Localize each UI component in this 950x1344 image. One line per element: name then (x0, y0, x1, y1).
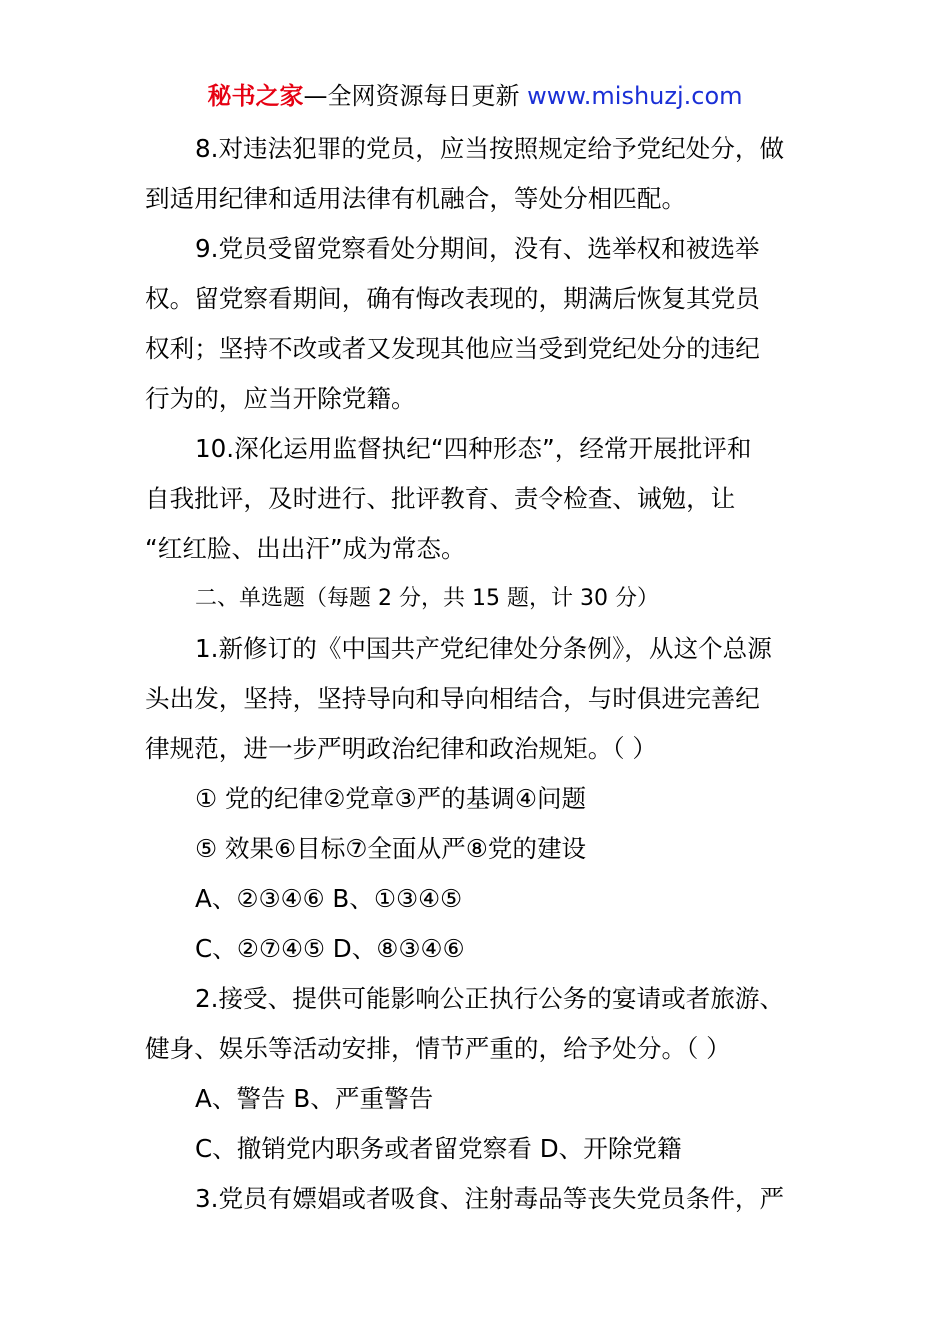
paragraph-9-line-2: 权。留党察看期间，确有悔改表现的，期满后恢复其党员 (145, 284, 760, 313)
question-1-items-2: ⑤ 效果⑥目标⑦全面从严⑧党的建设 (195, 834, 587, 863)
question-2-line-1: 2.接受、提供可能影响公正执行公务的宴请或者旅游、 (195, 984, 785, 1013)
question-1-line-1: 1.新修订的《中国共产党纪律处分条例》，从这个总源 (195, 634, 772, 663)
site-header (0, 80, 950, 112)
paragraph-10-line-1: 10.深化运用监督执纪“四种形态”，经常开展批评和 (195, 434, 752, 463)
question-1-items-1: ① 党的纪律②党章③严的基调④问题 (195, 784, 587, 813)
question-1-options-ab: A、②③④⑥ B、①③④⑤ (195, 884, 463, 913)
section-heading: 二、单选题（每题 2 分，共 15 题，计 30 分） (195, 586, 659, 611)
paragraph-9-line-1: 9.党员受留党察看处分期间，没有、选举权和被选举 (195, 234, 760, 263)
question-1-options-cd: C、②⑦④⑤ D、⑧③④⑥ (195, 934, 465, 963)
paragraph-9-line-4: 行为的，应当开除党籍。 (145, 384, 416, 413)
document-body (145, 124, 810, 1224)
question-3-line-1: 3.党员有嫖娼或者吸食、注射毒品等丧失党员条件，严 (195, 1184, 785, 1213)
site-brand: 秘书之家 (207, 82, 304, 110)
paragraph-8-line-1: 8.对违法犯罪的党员，应当按照规定给予党纪处分，做 (195, 134, 785, 163)
question-1-line-2: 头出发，坚持，坚持导向和导向相结合，与时俱进完善纪 (145, 684, 760, 713)
paragraph-8-line-2: 到适用纪律和适用法律有机融合，等处分相匹配。 (145, 184, 687, 213)
question-1-line-3: 律规范，进一步严明政治纪律和政治规矩。（ ） (145, 734, 657, 763)
site-tagline: —全网资源每日更新 (303, 82, 528, 110)
question-2-options-ab: A、警告 B、严重警告 (195, 1084, 434, 1113)
question-2-options-cd: C、撤销党内职务或者留党察看 D、开除党籍 (195, 1134, 682, 1163)
paragraph-10-line-2: 自我批评，及时进行、批评教育、责令检查、诫勉，让 (145, 484, 736, 513)
question-2-line-2: 健身、娱乐等活动安排，情节严重的，给予处分。（ ） (145, 1034, 731, 1063)
paragraph-10-line-3: “红红脸、出出汗”成为常态。 (145, 534, 466, 563)
site-url[interactable]: www.mishuzj.com (527, 82, 743, 110)
paragraph-9-line-3: 权利；坚持不改或者又发现其他应当受到党纪处分的违纪 (145, 334, 760, 363)
